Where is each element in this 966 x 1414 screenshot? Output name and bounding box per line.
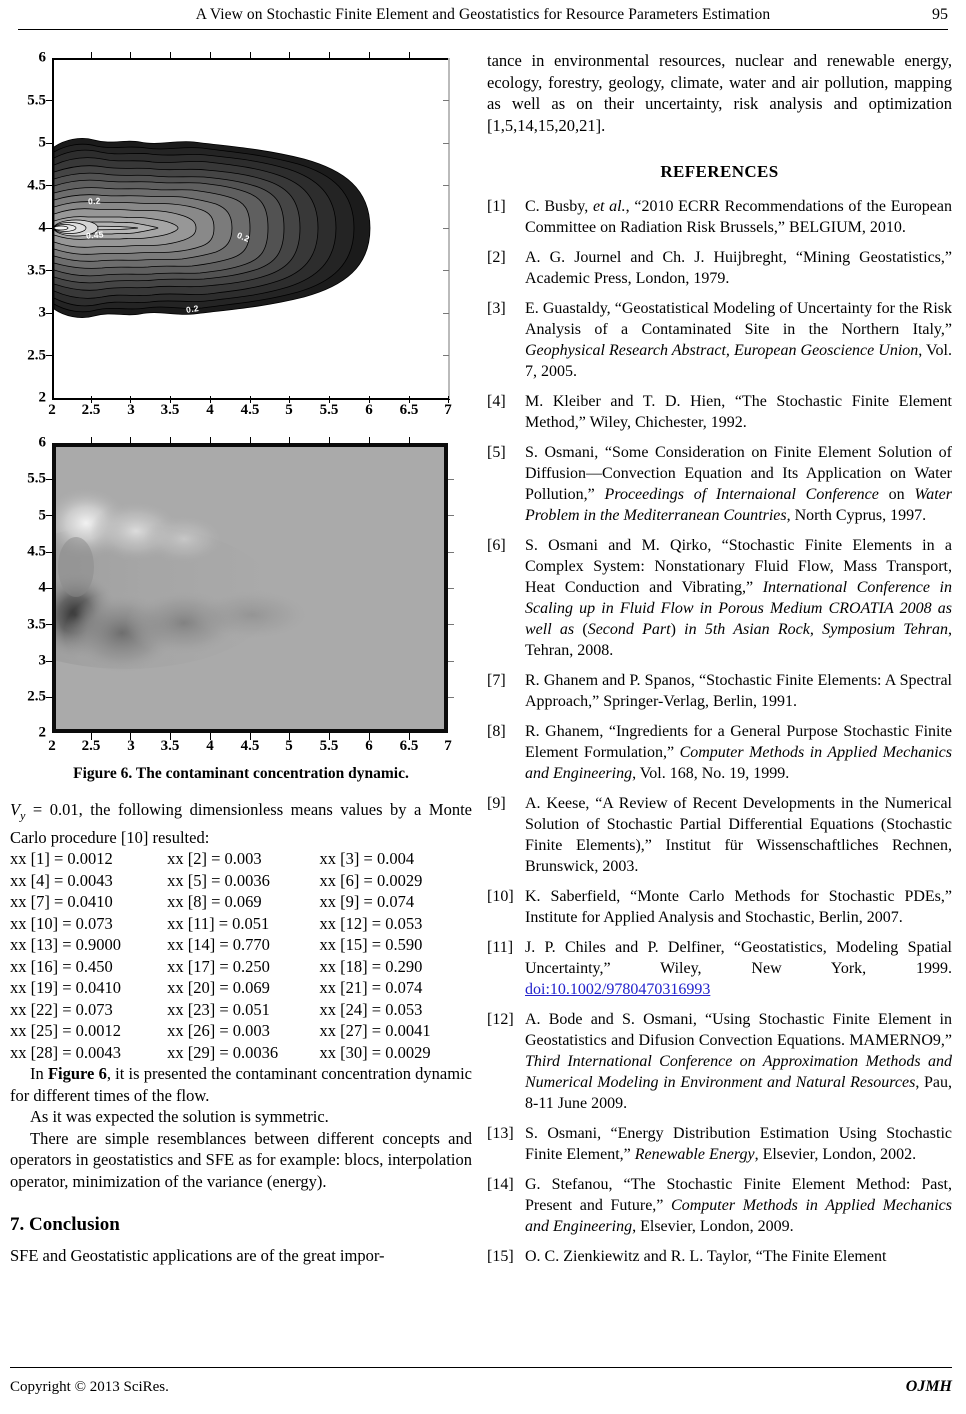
reference-entry xyxy=(487,1174,952,1237)
contour-xtick-top xyxy=(409,52,410,59)
contour-ytick-right xyxy=(443,313,449,314)
reference-plain-segment: , Vol. 7, 2005. xyxy=(525,342,952,380)
reference-number: [6] xyxy=(487,537,506,554)
heatmap-figure xyxy=(10,433,472,782)
contour-xtick-label: 4 xyxy=(206,402,214,418)
figure6-reference: Figure 6 xyxy=(47,1064,107,1084)
reference-text xyxy=(525,391,952,433)
contour-xtick-top xyxy=(130,52,131,59)
xx-value-cell: xx [24] = 0.053 xyxy=(319,999,423,1019)
reference-number: [7] xyxy=(487,672,506,689)
heatmap-xtick-label: 3 xyxy=(127,738,135,754)
reference-italic-segment: Computer Methods in Applied Mechanics and Engineering xyxy=(525,744,952,782)
reference-entry xyxy=(487,196,952,238)
reference-italic-segment: Water Problem in the Mediterranean Countries xyxy=(525,486,952,524)
xx-values-row xyxy=(10,1020,472,1042)
reference-italic-segment: Computer Methods in Applied Mechanics and Engineering xyxy=(525,1197,952,1235)
xx-value-cell: xx [27] = 0.0041 xyxy=(319,1021,431,1041)
heatmap-ytick xyxy=(46,697,53,698)
reference-plain-segment: S. Osmani, “Some Consideration on Finite Element Solution of Diffusion—Convection Equation and Its Application on Water Pollution,” xyxy=(525,444,952,503)
reference-entry xyxy=(487,793,952,877)
reference-number: [1] xyxy=(487,198,506,215)
reference-plain-segment: on xyxy=(878,486,915,503)
heatmap-ytick-right xyxy=(448,479,454,480)
heatmap-xtick-label: 3.5 xyxy=(160,738,180,754)
vy-paragraph xyxy=(10,799,472,848)
heatmap-bright-spot-tertiary xyxy=(144,515,224,563)
heatmap-ytick xyxy=(46,515,53,516)
vy-subscript: y xyxy=(20,808,26,823)
heatmap-plot-area xyxy=(52,443,448,733)
reference-entry xyxy=(487,535,952,661)
reference-italic-segment: et al. xyxy=(592,198,626,215)
heatmap-xtick-label: 7 xyxy=(444,738,452,754)
xx-value-cell: xx [13] = 0.9000 xyxy=(10,935,122,955)
contour-xtick-top xyxy=(369,52,370,59)
xx-value-cell: xx [29] = 0.0036 xyxy=(167,1042,279,1062)
reference-plain-segment: , Pau, 8-11 June 2009. xyxy=(525,1074,952,1112)
contour-xtick-label: 3 xyxy=(127,402,135,418)
contour-plot-svg xyxy=(54,58,450,398)
reference-text xyxy=(525,247,952,289)
heatmap-ytick-label: 2.5 xyxy=(27,688,46,705)
contour-ytick-right xyxy=(443,143,449,144)
heatmap-xtick-label: 5 xyxy=(285,738,293,754)
reference-plain-segment: J. P. Chiles and P. Delfiner, “Geostatistics, Modeling Spatial Uncertainty,” Wiley, New York, 1999. xyxy=(525,939,952,977)
reference-plain-segment: , Elsevier, London, 2002. xyxy=(754,1146,917,1163)
reference-text xyxy=(525,886,952,928)
heatmap-ytick-label: 4 xyxy=(38,579,46,596)
contour-ytick xyxy=(46,313,53,314)
contour-ytick-label: 2 xyxy=(38,389,46,406)
xx-value-cell: xx [10] = 0.073 xyxy=(10,913,113,933)
xx-value-cell: xx [6] = 0.0029 xyxy=(319,870,423,890)
reference-entry xyxy=(487,298,952,382)
xx-value-cell: xx [7] = 0.0410 xyxy=(10,892,113,912)
reference-text xyxy=(525,670,952,712)
xx-values-row xyxy=(10,848,472,870)
heatmap-xtick-top xyxy=(369,437,370,444)
heatmap-svg xyxy=(56,447,444,729)
reference-number: [11] xyxy=(487,939,514,956)
xx-value-cell: xx [22] = 0.073 xyxy=(10,999,113,1019)
xx-values-table xyxy=(10,848,472,1063)
xx-value-cell: xx [8] = 0.069 xyxy=(167,892,262,912)
heatmap-ytick-label: 3.5 xyxy=(27,616,46,632)
reference-number: [2] xyxy=(487,249,506,266)
xx-value-cell: xx [18] = 0.290 xyxy=(319,956,423,976)
contour-band-18 xyxy=(54,226,68,230)
contour-plot-figure xyxy=(10,44,472,419)
heatmap-ytick-right xyxy=(448,661,454,662)
xx-values-row xyxy=(10,1042,472,1064)
reference-plain-segment: C. Busby, xyxy=(525,198,593,215)
heatmap-xtick-top xyxy=(91,437,92,444)
reference-text xyxy=(525,298,952,382)
reference-text xyxy=(525,1123,952,1165)
contour-xtick-label: 2 xyxy=(48,402,56,418)
contour-ytick xyxy=(46,100,53,101)
heatmap-xtick-top xyxy=(409,437,410,444)
xx-values-row xyxy=(10,891,472,913)
reference-number: [13] xyxy=(487,1125,514,1142)
running-head-title: A View on Stochastic Finite Element and Geostatistics for Resource Parameters Estimation xyxy=(195,6,771,23)
xx-value-cell: xx [15] = 0.590 xyxy=(319,935,423,955)
xx-value-cell: xx [19] = 0.0410 xyxy=(10,978,122,998)
xx-values-row xyxy=(10,934,472,956)
xx-value-cell: xx [17] = 0.250 xyxy=(167,956,270,976)
xx-values-row xyxy=(10,913,472,935)
reference-italic-segment: Proceedings of Internaional Conference xyxy=(604,486,879,503)
reference-entry xyxy=(487,1246,952,1267)
reference-plain-segment: S. Osmani and M. Qirko, “Stochastic Finite Elements in a Complex System: Nonstationary Fluid Flow, Mass Transport, Heat Conduction and Vibrating,” xyxy=(525,537,952,596)
reference-number: [15] xyxy=(487,1248,514,1265)
reference-text xyxy=(525,1009,952,1114)
reference-number: [3] xyxy=(487,300,506,317)
reference-entry xyxy=(487,1123,952,1165)
page-number: 95 xyxy=(932,6,948,23)
xx-value-cell: xx [28] = 0.0043 xyxy=(10,1042,122,1062)
doi-link[interactable]: doi:10.1002/9780470316993 xyxy=(525,981,711,998)
reference-plain-segment: A. Keese, “A Review of Recent Developments in the Numerical Solution of Stochastic Partial Differential Equations (Stochastic Finite Elements),” Institut für Wissenschaftliches Rechnen, Brunswick, 2003. xyxy=(525,795,952,875)
contour-xtick-label: 6 xyxy=(365,402,373,418)
xx-value-cell: xx [30] = 0.0029 xyxy=(319,1042,431,1062)
reference-entry xyxy=(487,391,952,433)
xx-value-cell: xx [4] = 0.0043 xyxy=(10,870,113,890)
reference-plain-segment: ) xyxy=(670,621,676,638)
heatmap-xtick-top xyxy=(130,437,131,444)
symmetric-paragraph: As it was expected the solution is symmetric. xyxy=(30,1107,329,1127)
figure6-paragraph xyxy=(10,1063,472,1106)
contour-xtick-top xyxy=(250,52,251,59)
heatmap-xtick-label: 5.5 xyxy=(319,738,339,754)
contour-value-label: 0.2 xyxy=(87,195,102,207)
contour-value-label: 0.45 xyxy=(85,229,105,241)
contour-ytick-label: 4.5 xyxy=(27,177,46,193)
contour-ytick-label: 3.5 xyxy=(27,262,46,278)
contour-xtick-label: 5.5 xyxy=(319,402,339,418)
contour-ytick xyxy=(46,143,53,144)
xx-value-cell: xx [23] = 0.051 xyxy=(167,999,270,1019)
reference-italic-segment: Geophysical Research Abstract, European Geoscience Union xyxy=(525,342,919,359)
reference-text xyxy=(525,1174,952,1237)
reference-plain-segment: , Tehran, 2008. xyxy=(525,621,953,659)
heatmap-ytick-label: 4.5 xyxy=(27,543,46,560)
reference-plain-segment: E. Guastaldy, “Geostatistical Modeling of Uncertainty for the Risk Analysis of a Contaminated Site in the Northern Italy,” xyxy=(525,300,952,338)
contour-xtick-label: 6.5 xyxy=(399,402,419,418)
references-heading: REFERENCES xyxy=(660,162,779,181)
xx-value-cell: xx [1] = 0.0012 xyxy=(10,849,113,869)
heatmap-ytick-right xyxy=(448,552,454,553)
references-list xyxy=(487,196,952,1267)
reference-text xyxy=(525,793,952,877)
xx-value-cell: xx [26] = 0.003 xyxy=(167,1021,270,1041)
xx-value-cell: xx [16] = 0.450 xyxy=(10,956,113,976)
xx-value-cell: xx [11] = 0.051 xyxy=(167,913,270,933)
contour-xtick-label: 4.5 xyxy=(240,402,260,418)
contour-ytick-right xyxy=(443,185,449,186)
reference-italic-segment: Second Part xyxy=(587,621,671,638)
xx-value-cell: xx [21] = 0.074 xyxy=(319,978,423,998)
xx-value-cell: xx [5] = 0.0036 xyxy=(167,870,270,890)
reference-plain-segment: , “2010 ECRR Recommendations of the European Committee on Radiation Risk Brussels,” BELGIUM, 2010. xyxy=(525,198,953,236)
contour-xtick-top xyxy=(170,52,171,59)
vy-symbol: V xyxy=(10,800,21,819)
contour-xtick-label: 2.5 xyxy=(81,402,101,418)
reference-plain-segment: R. Ghanem and P. Spanos, “Stochastic Finite Elements: A Spectral Approach,” Springer-Verlag, Berlin, 1991. xyxy=(525,672,952,710)
heatmap-xtick-top xyxy=(210,437,211,444)
reference-number: [10] xyxy=(487,888,514,905)
contour-xtick-top xyxy=(91,52,92,59)
reference-plain-segment: O. C. Zienkiewitz and R. L. Taylor, “The Finite Element xyxy=(525,1248,887,1265)
heatmap-dark-plume xyxy=(192,589,312,641)
contour-value-label: 0.2 xyxy=(235,229,252,245)
contour-ytick-right xyxy=(443,228,449,229)
reference-number: [12] xyxy=(487,1011,514,1028)
contour-ytick xyxy=(46,355,53,356)
contour-xtick-top xyxy=(289,52,290,59)
heatmap-xtick-label: 6 xyxy=(365,738,373,754)
header-divider xyxy=(18,29,948,30)
reference-entry xyxy=(487,1009,952,1114)
contour-xtick-top xyxy=(329,52,330,59)
reference-entry xyxy=(487,721,952,784)
heatmap-ytick-label: 2 xyxy=(38,724,46,741)
heatmap-ytick xyxy=(46,588,53,589)
heatmap-ytick-label: 5.5 xyxy=(27,470,46,487)
xx-values-row xyxy=(10,870,472,892)
reference-italic-segment: Third International Conference on Approximation Methods and Numerical Modeling in Environment and Natural Resources xyxy=(525,1053,952,1091)
contour-ytick-right xyxy=(443,270,449,271)
xx-value-cell: xx [3] = 0.004 xyxy=(319,849,415,869)
reference-plain-segment: S. Osmani, “Energy Distribution Estimation Using Stochastic Finite Element,” xyxy=(525,1125,952,1163)
contour-plot-area xyxy=(52,58,450,400)
xx-value-cell: xx [2] = 0.003 xyxy=(167,849,262,869)
conclusion-heading: 7. Conclusion xyxy=(10,1214,120,1236)
heatmap-ytick xyxy=(46,552,53,553)
heatmap-ytick-label: 5 xyxy=(38,507,46,523)
journal-abbreviation: OJMH xyxy=(905,1378,952,1395)
reference-text xyxy=(525,1246,952,1267)
xx-value-cell: xx [9] = 0.074 xyxy=(319,892,415,912)
contour-xtick-label: 3.5 xyxy=(160,402,180,418)
heatmap-edge-shade xyxy=(58,537,94,597)
right-column xyxy=(487,50,952,1350)
intro-paragraph: tance in environmental resources, nuclear and renewable energy, ecology, forestry, geology, climate, water and air pollution, mapping as well as on their uncertainty, risk analysis and optimization [1,5,14,15,20,21]. xyxy=(487,51,952,135)
xx-value-cell: xx [20] = 0.069 xyxy=(167,978,270,998)
heatmap-xtick-label: 6.5 xyxy=(399,738,419,754)
heatmap-xtick-top xyxy=(289,437,290,444)
reference-plain-segment: , Vol. 168, No. 19, 1999. xyxy=(632,765,790,782)
heatmap-ytick-right xyxy=(448,588,454,589)
reference-plain-segment: R. Ghanem, “Ingredients for a General Purpose Stochastic Finite Element Formulation,” xyxy=(525,723,952,761)
contour-ytick xyxy=(46,185,53,186)
contour-ytick-label: 4 xyxy=(38,219,46,236)
figure6-text-a: In xyxy=(30,1064,48,1084)
reference-text xyxy=(525,442,952,526)
heatmap-xtick-top xyxy=(250,437,251,444)
heatmap-xtick-label: 2 xyxy=(48,738,56,754)
heatmap-ytick-right xyxy=(448,697,454,698)
reference-plain-segment: , North Cyprus, 1997. xyxy=(786,507,927,524)
contour-value-label: 0.2 xyxy=(185,302,200,316)
contour-ytick-right xyxy=(443,355,449,356)
contour-ytick-label: 3 xyxy=(38,304,46,321)
contour-ytick xyxy=(46,228,53,229)
heatmap-xtick-label: 2.5 xyxy=(81,738,101,754)
reference-italic-segment: in 5th Asian Rock, Symposium Tehran xyxy=(675,621,949,638)
reference-text xyxy=(525,721,952,784)
copyright-text: Copyright © 2013 SciRes. xyxy=(10,1379,169,1395)
xx-value-cell: xx [12] = 0.053 xyxy=(319,913,423,933)
reference-plain-segment: , Elsevier, London, 2009. xyxy=(632,1218,794,1235)
reference-number: [8] xyxy=(487,723,506,740)
xx-value-cell: xx [25] = 0.0012 xyxy=(10,1021,122,1041)
heatmap-ytick-right xyxy=(448,624,454,625)
reference-text xyxy=(525,535,952,661)
reference-number: [14] xyxy=(487,1176,514,1193)
reference-plain-segment: K. Saberfield, “Monte Carlo Methods for Stochastic PDEs,” Institute for Applied Analysis and Stochastic, Berlin, 2007. xyxy=(525,888,952,926)
reference-text xyxy=(525,937,952,1000)
reference-entry xyxy=(487,937,952,1000)
reference-number: [9] xyxy=(487,795,506,812)
xx-values-row xyxy=(10,956,472,978)
reference-entry xyxy=(487,670,952,712)
contour-ytick-label: 5.5 xyxy=(27,92,46,108)
heatmap-ytick xyxy=(46,661,53,662)
contour-ytick-label: 2.5 xyxy=(27,347,46,363)
reference-number: [4] xyxy=(487,393,506,410)
contour-ytick-label: 6 xyxy=(38,49,46,66)
heatmap-xtick-top xyxy=(329,437,330,444)
reference-entry xyxy=(487,886,952,928)
page-footer xyxy=(10,1378,952,1396)
heatmap-xtick-top xyxy=(170,437,171,444)
reference-number: [5] xyxy=(487,444,506,461)
heatmap-ytick xyxy=(46,479,53,480)
heatmap-xtick-label: 4.5 xyxy=(240,738,260,754)
figure-caption: Figure 6. The contaminant concentration dynamic. xyxy=(73,765,409,782)
vy-text: = 0.01, the following dimensionless means values by a Monte Carlo procedure [10] resulted: xyxy=(10,800,472,847)
contour-ytick xyxy=(46,270,53,271)
figure6-text-b: , it is presented the contaminant concentration dynamic for different times of the flow. xyxy=(10,1064,472,1105)
reference-plain-segment: A. Bode and S. Osmani, “Using Stochastic Finite Element in Geostatistics and Difusion Convection Equations. MAMERNO9,” xyxy=(525,1011,952,1049)
contour-ytick-right xyxy=(443,100,449,101)
xx-value-cell: xx [14] = 0.770 xyxy=(167,935,270,955)
left-column xyxy=(10,44,472,1344)
contour-xtick-top xyxy=(210,52,211,59)
contour-xtick-label: 7 xyxy=(444,402,452,418)
reference-plain-segment: A. G. Journel and Ch. J. Huijbreght, “Mining Geostatistics,” Academic Press, London, 1979. xyxy=(525,249,952,287)
xx-values-row xyxy=(10,999,472,1021)
heatmap-ytick-right xyxy=(448,515,454,516)
footer-divider xyxy=(10,1367,952,1368)
reference-italic-segment: International Conference in Scaling up in Fluid Flow in Porous Medium CROATIA 2008 as well as xyxy=(525,579,952,638)
contour-ytick-label: 5 xyxy=(38,134,46,151)
reference-plain-segment: G. Stefanou, “The Stochastic Finite Element Method: Past, Present and Future,” xyxy=(525,1176,952,1214)
reference-entry xyxy=(487,247,952,289)
reference-text xyxy=(525,196,952,238)
reference-entry xyxy=(487,442,952,526)
heatmap-ytick xyxy=(46,624,53,625)
xx-values-row xyxy=(10,977,472,999)
reference-plain-segment: ( xyxy=(582,621,588,638)
reference-plain-segment: M. Kleiber and T. D. Hien, “The Stochastic Finite Element Method,” Wiley, Chichester, 1992. xyxy=(525,393,952,431)
heatmap-xtick-label: 4 xyxy=(206,738,214,754)
contour-xtick-label: 5 xyxy=(285,402,293,418)
resemblance-paragraph: There are simple resemblances between different concepts and operators in geostatistics and SFE as for example: blocs, interpolation operator, minimization of the variance (energy). xyxy=(10,1128,472,1191)
reference-italic-segment: Renewable Energy xyxy=(634,1146,755,1163)
heatmap-ytick-label: 3 xyxy=(38,652,46,669)
heatmap-ytick-label: 6 xyxy=(38,434,46,451)
conclusion-paragraph: SFE and Geostatistic applications are of the great impor- xyxy=(10,1246,385,1266)
